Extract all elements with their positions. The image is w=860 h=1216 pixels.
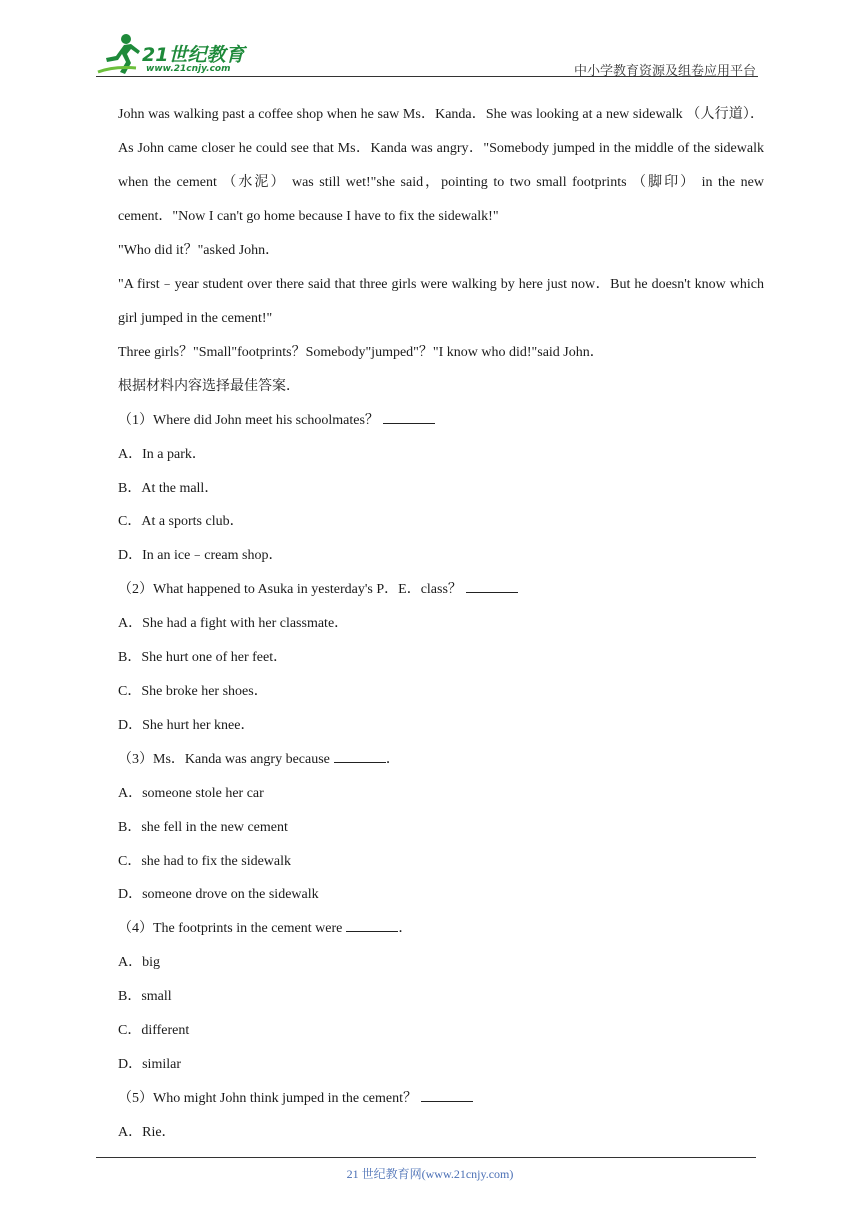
option: D．She hurt her knee． (118, 717, 255, 733)
option: B．At the mall． (118, 480, 219, 496)
option: D．In an ice﹣cream shop． (118, 548, 283, 564)
passage-paragraph: John was walking past a coffee shop when he saw Ms．Kanda．She was looking at a new sidewalk （人行道）．As John came closer he could see that Ms．Kanda was angry．"Somebody jumped in the middle of the sidewalk when the cement （水泥） was still wet!"she said，pointing to two small footprints （脚印） in the new cement．"Now I can't go home because I have to fix the sidewalk!" (118, 107, 764, 224)
option: C．She broke her shoes． (118, 683, 268, 699)
passage-line: "Who did it？"asked John． (118, 243, 280, 258)
passage-line: Three girls？"Small"footprints？Somebody"jumped"？"I know who did!"said John． (118, 344, 604, 360)
option: A．someone stole her car (118, 785, 264, 801)
option: A．Rie． (118, 1124, 176, 1140)
question-stem: （1）Where did John meet his schoolmates？ (118, 404, 764, 438)
answer-blank (466, 580, 518, 593)
option: B．small (118, 989, 172, 1005)
header-divider (96, 76, 758, 77)
page-footer: 21 世纪教育网(www.21cnjy.com) (346, 1167, 514, 1181)
question-4 (118, 912, 764, 1082)
logo-url: www.21cnjy.com (146, 64, 231, 74)
runner-icon (96, 32, 144, 76)
page-header (96, 30, 756, 78)
site-logo (96, 32, 266, 76)
logo-text: 21世纪教育 (142, 44, 245, 66)
question-3 (118, 743, 764, 913)
option: A．In a park． (118, 446, 206, 462)
platform-name: 中小学教育资源及组卷应用平台 (573, 63, 756, 78)
option: B．She hurt one of her feet． (118, 650, 288, 666)
answer-blank (383, 411, 435, 424)
option: C．different (118, 1023, 190, 1039)
question-stem: （3）Ms．Kanda was angry because ． (118, 751, 400, 767)
passage-paragraph: "A first﹣year student over there said that three girls were walking by here just now．But he doesn't know which girl jumped in the cement!" (118, 276, 764, 326)
option: C．At a sports club． (118, 514, 244, 530)
document-body (118, 98, 764, 1150)
question-stem: （4）The footprints in the cement were ． (118, 921, 413, 937)
option: A．She had a fight with her classmate． (118, 616, 349, 632)
option: D．similar (118, 1056, 181, 1072)
answer-blank (421, 1089, 473, 1102)
footer-divider (96, 1157, 756, 1158)
question-5 (118, 1082, 764, 1150)
question-2 (118, 573, 764, 743)
instruction: 根据材料内容选择最佳答案． (118, 378, 300, 394)
option: A．big (118, 955, 160, 971)
question-1 (118, 404, 764, 574)
option: C．she had to fix the sidewalk (118, 853, 292, 869)
question-stem: （5）Who might John think jumped in the cement？ (118, 1082, 764, 1116)
answer-blank (346, 919, 398, 932)
option: D．someone drove on the sidewalk (118, 887, 319, 903)
answer-blank (334, 750, 386, 763)
option: B．she fell in the new cement (118, 819, 288, 835)
question-stem: （2）What happened to Asuka in yesterday's P．E．class？ (118, 573, 764, 607)
